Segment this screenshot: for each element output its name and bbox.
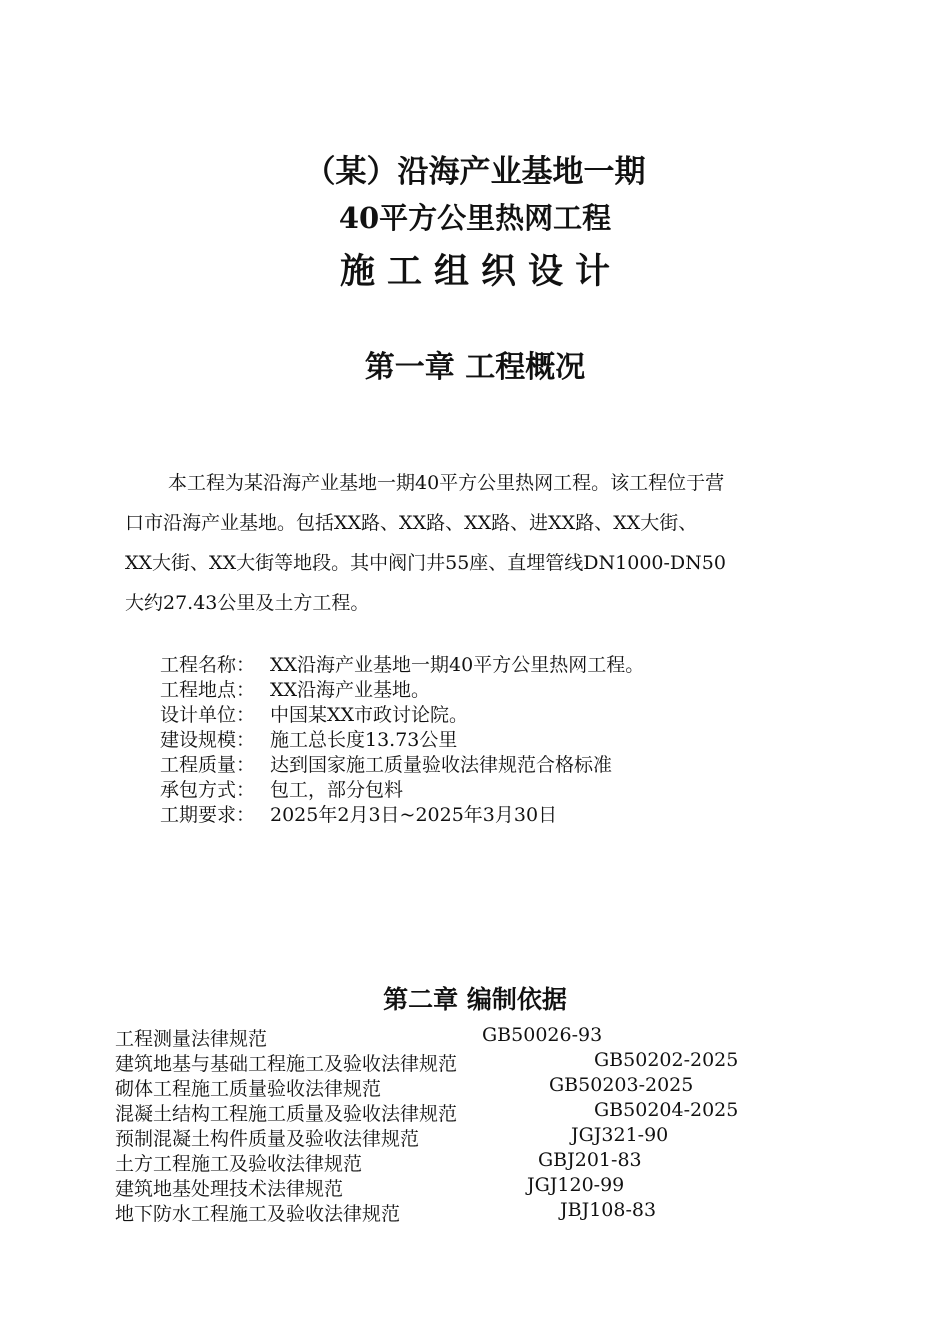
paragraph-line-4: 大约27.43公里及土方工程。 [125, 592, 370, 614]
standard-code: JBJ108-83 [560, 1199, 657, 1221]
standard-code: GB50203-2025 [549, 1074, 694, 1096]
info-value: 施工总长度13.73公里 [270, 729, 458, 751]
standard-name: 砌体工程施工质量验收法律规范 [115, 1078, 382, 1100]
info-label: 设计单位： [160, 704, 256, 726]
info-value: 2025年2月3日~2025年3月30日 [270, 804, 558, 826]
standard-code: JGJ120-99 [527, 1174, 625, 1196]
info-label: 承包方式： [160, 779, 256, 801]
info-value: 包工，部分包料 [270, 779, 404, 801]
info-value: 达到国家施工质量验收法律规范合格标准 [270, 754, 613, 776]
info-row-designer [160, 700, 468, 727]
standard-name: 预制混凝土构件质量及验收法律规范 [115, 1128, 420, 1150]
info-row-contract [160, 775, 403, 802]
paragraph-line-2: 口市沿海产业基地。包括XX路、XX路、XX路、进XX路、XX大街、 [125, 512, 698, 534]
info-label: 建设规模： [160, 729, 256, 751]
standard-code: GB50202-2025 [594, 1049, 739, 1071]
standard-code: JGJ321-90 [571, 1124, 669, 1146]
standard-code: GBJ201-83 [538, 1149, 642, 1171]
info-row-location [160, 675, 430, 702]
info-row-project-name [160, 650, 644, 677]
info-label: 工程名称： [160, 654, 256, 676]
info-value: XX沿海产业基地一期40平方公里热网工程。 [270, 654, 645, 676]
standard-name: 地下防水工程施工及验收法律规范 [115, 1203, 401, 1225]
standard-code: GB50204-2025 [594, 1099, 739, 1121]
chapter-2-heading: 第二章 编制依据 [383, 985, 567, 1014]
title-line-3: 施工组织设计 [339, 251, 622, 292]
standard-name: 混凝土结构工程施工质量及验收法律规范 [115, 1103, 458, 1125]
info-label: 工程地点： [160, 679, 256, 701]
paragraph-line-3: XX大街、XX大街等地段。其中阀门井55座、直埋管线DN1000-DN50 [125, 552, 726, 574]
info-label: 工程质量： [160, 754, 256, 776]
chapter-1-heading: 第一章 工程概况 [364, 350, 586, 385]
info-row-scale [160, 725, 457, 752]
standard-name: 工程测量法律规范 [115, 1028, 268, 1050]
standard-name: 建筑地基与基础工程施工及验收法律规范 [115, 1053, 458, 1075]
standard-code: GB50026-93 [482, 1024, 603, 1046]
info-row-quality [160, 750, 612, 777]
title-line-1: （某）沿海产业基地一期 [304, 154, 646, 190]
info-value: XX沿海产业基地。 [270, 679, 431, 701]
standard-name: 建筑地基处理技术法律规范 [115, 1178, 344, 1200]
info-value: 中国某XX市政讨论院。 [270, 704, 469, 726]
info-row-schedule [160, 800, 557, 827]
info-label: 工期要求： [160, 804, 256, 826]
title-line-2: 40平方公里热网工程 [338, 201, 612, 235]
standard-name: 土方工程施工及验收法律规范 [115, 1153, 363, 1175]
paragraph-line-1: 本工程为某沿海产业基地一期40平方公里热网工程。该工程位于营 [168, 472, 725, 494]
